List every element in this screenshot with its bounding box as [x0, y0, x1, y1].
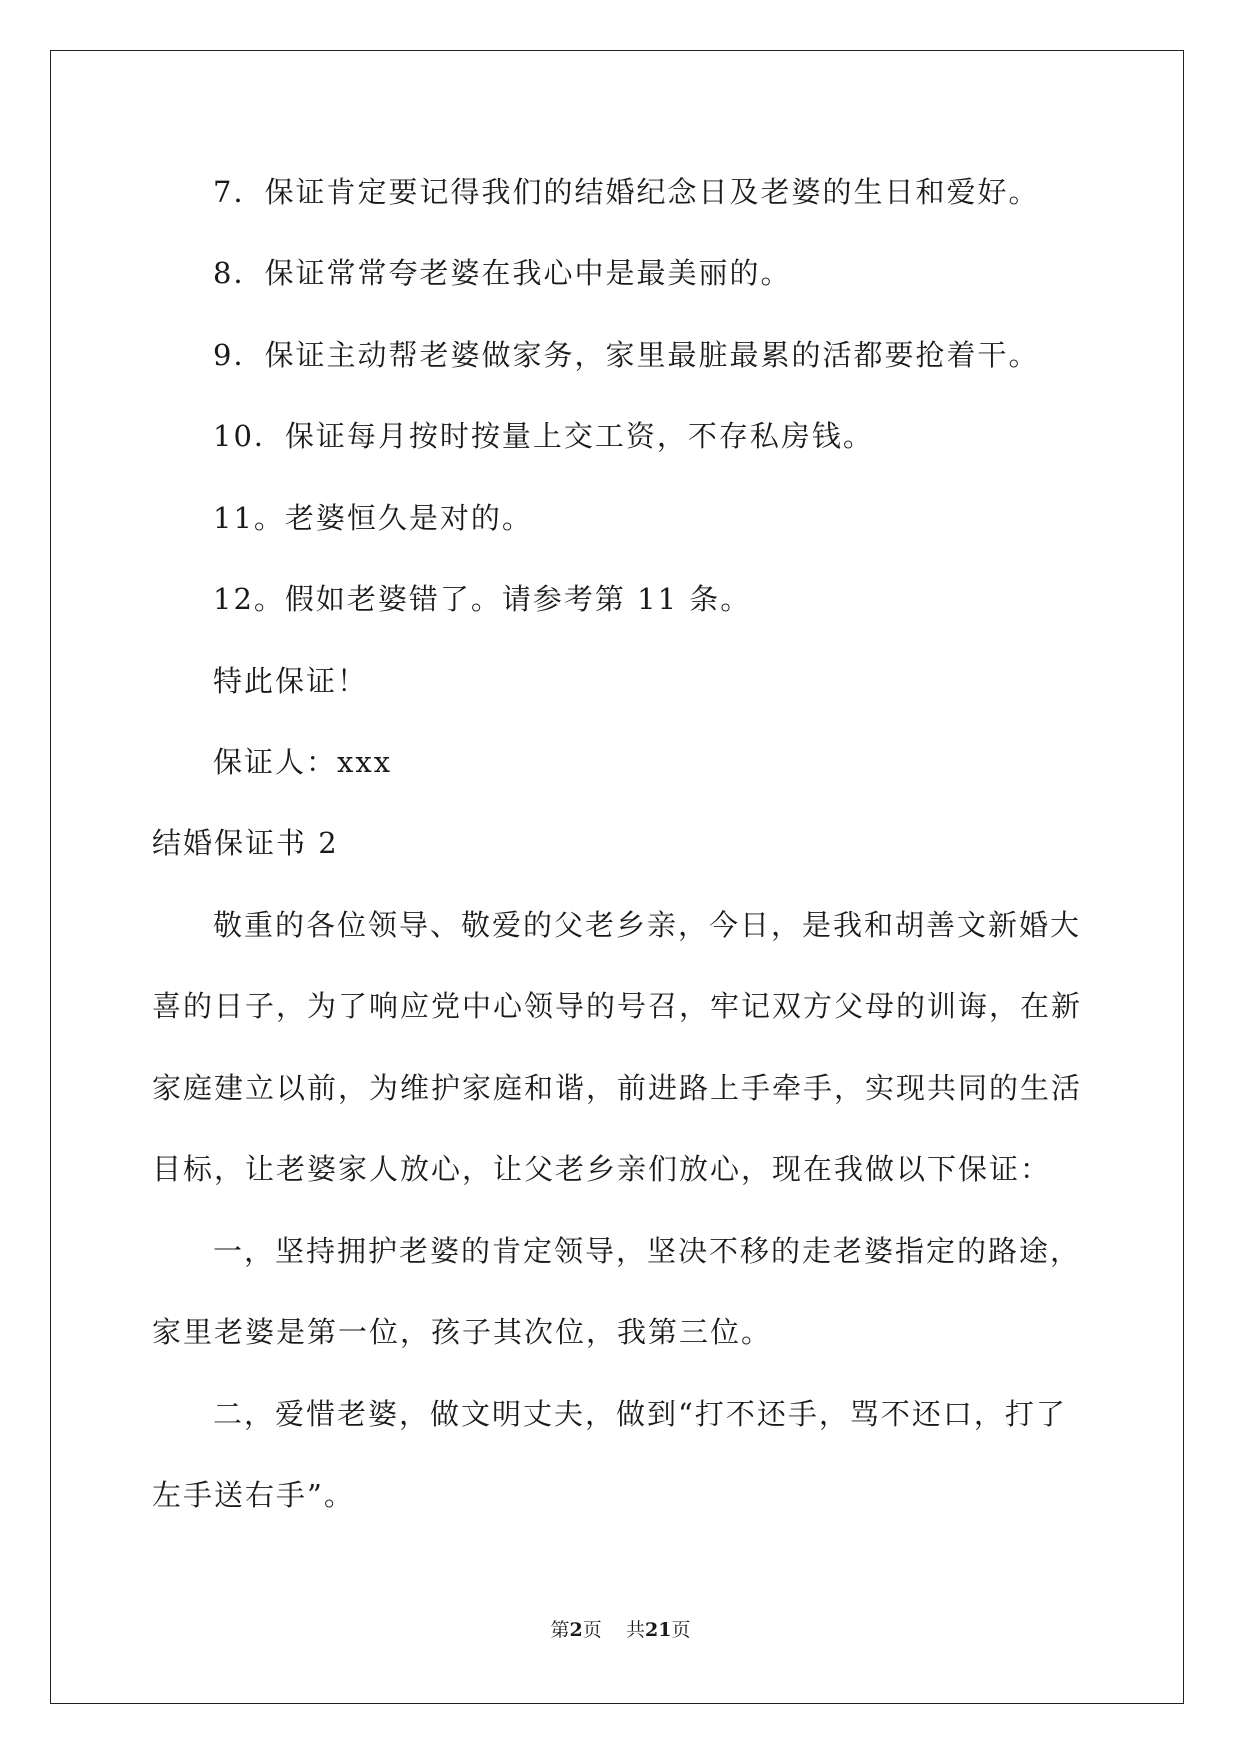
closing-text: 特此保证！: [213, 664, 369, 698]
footer-total-suffix: 页: [671, 1619, 691, 1641]
paragraph-line: 家里老婆是第一位，孩子其次位，我第三位。: [152, 1315, 773, 1349]
footer-page-prefix: 第: [550, 1619, 570, 1641]
list-item: 10．保证每月按时按量上交工资，不存私房钱。: [213, 419, 874, 453]
section-title: 结婚保证书 2: [152, 826, 339, 860]
footer-total-prefix: 共: [625, 1619, 645, 1641]
list-item: 8．保证常常夸老婆在我心中是最美丽的。: [213, 256, 792, 290]
page-footer: [0, 1618, 1241, 1642]
paragraph-line: 二，爱惜老婆，做文明丈夫，做到“打不还手，骂不还口，打了: [213, 1397, 1067, 1431]
paragraph-line: 一，坚持拥护老婆的肯定领导，坚决不移的走老婆指定的路途，: [213, 1234, 1082, 1268]
list-item: 12。假如老婆错了。请参考第 11 条。: [213, 582, 752, 616]
page-border: [50, 50, 1184, 1704]
paragraph-line: 左手送右手”。: [152, 1478, 355, 1512]
paragraph-line: 目标，让老婆家人放心，让父老乡亲们放心，现在我做以下保证：: [152, 1152, 1052, 1186]
paragraph-line: 家庭建立以前，为维护家庭和谐，前进路上手牵手，实现共同的生活: [152, 1071, 1083, 1105]
list-item: 11。老婆恒久是对的。: [213, 501, 533, 535]
paragraph-line: 敬重的各位领导、敬爱的父老乡亲，今日，是我和胡善文新婚大: [213, 908, 1082, 942]
footer-page-suffix: 页: [582, 1619, 602, 1641]
footer-page-number: 2: [569, 1619, 583, 1641]
list-item: 7．保证肯定要记得我们的结婚纪念日及老婆的生日和爱好。: [213, 175, 1040, 209]
list-item: 9．保证主动帮老婆做家务，家里最脏最累的活都要抢着干。: [213, 338, 1040, 372]
footer-total-pages: 21: [644, 1619, 672, 1641]
signature-line: 保证人：xxx: [213, 745, 393, 779]
paragraph-line: 喜的日子，为了响应党中心领导的号召，牢记双方父母的训诲，在新: [152, 989, 1083, 1023]
